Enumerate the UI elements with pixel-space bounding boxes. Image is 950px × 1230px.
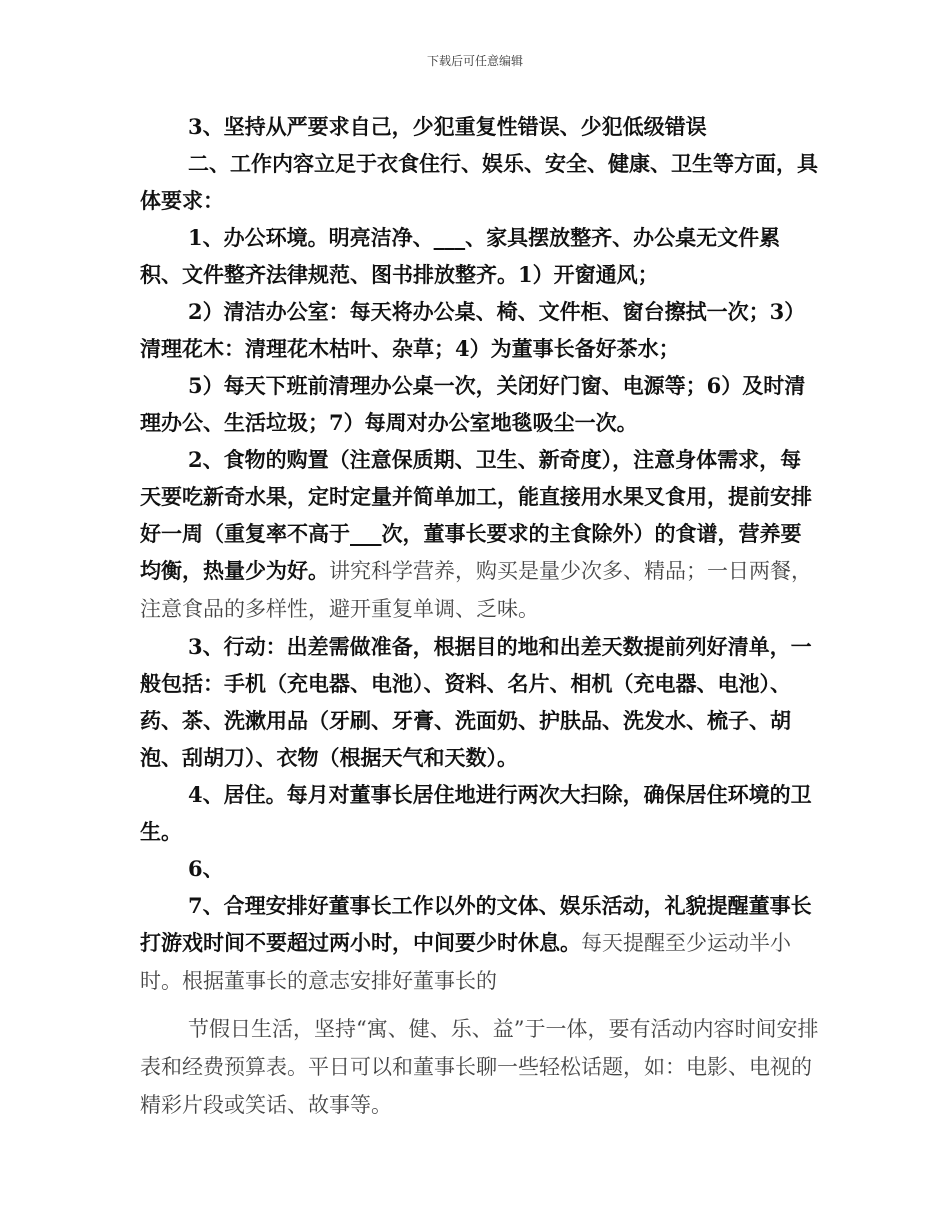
paragraph-text: 5）每天下班前清理办公桌一次，关闭好门窗、电源等；6）及时清理办公、生活垃圾；7）每周对办公室地毯吸尘一次。 bbox=[140, 373, 806, 435]
paragraph bbox=[140, 776, 820, 850]
paragraph bbox=[140, 887, 820, 1000]
paragraph bbox=[140, 441, 820, 628]
paragraph-text: 7、合理安排好董事长工作以外的文体、娱乐活动，礼貌提醒董事长打游戏时间不要超过两小时，中间要少时休息。 bbox=[140, 893, 812, 955]
paragraph-text: 2、食物的购置（注意保质期、卫生、新奇度），注意身体需求，每天要吃新奇水果，定时定量并简单加工，能直接用水果叉食用，提前安排好一周（重复率不高于___次，董事长要求的主食除外）的食谱，营养要均衡，热量少为好。 bbox=[140, 447, 812, 583]
paragraph bbox=[140, 850, 820, 887]
paragraph bbox=[140, 367, 820, 441]
paragraph-text: 1、办公环境。明亮洁净、___、家具摆放整齐、办公桌无文件累积、文件整齐法律规范、图书排放整齐。1）开窗通风； bbox=[140, 225, 781, 287]
paragraph bbox=[140, 293, 820, 367]
paragraph bbox=[140, 108, 820, 145]
paragraph-text: 6、 bbox=[188, 856, 224, 881]
paragraph-text: 3、行动：出差需做准备，根据目的地和出差天数提前列好清单，一般包括：手机（充电器、电池）、资料、名片、相机（充电器、电池）、药、茶、洗漱用品（牙刷、牙膏、洗面奶、护肤品、洗发水、梳子、胡泡、刮胡刀）、衣物（根据天气和天数）。 bbox=[140, 634, 812, 770]
paragraph-text: 二、工作内容立足于衣食住行、娱乐、安全、健康、卫生等方面，具体要求： bbox=[140, 151, 818, 213]
paragraph-text: 4、居住。每月对董事长居住地进行两次大扫除，确保居住环境的卫生。 bbox=[140, 782, 812, 844]
paragraph-note: 每天提醒至少运动半小时。根据董事长的意志安排好董事长的 bbox=[140, 931, 791, 993]
paragraph-text: 2）清洁办公室：每天将办公桌、椅、文件柜、窗台擦拭一次；3）清理花木：清理花木枯叶、杂草；4）为董事长备好茶水； bbox=[140, 299, 806, 361]
closing-paragraph: 节假日生活，坚持“寓、健、乐、益”于一体，要有活动内容时间安排表和经费预算表。平日可以和董事长聊一些轻松话题，如：电影、电视的精彩片段或笑话、故事等。 bbox=[140, 1017, 819, 1117]
paragraph-note: 讲究科学营养，购买是量少次多、精品；一日两餐，注意食品的多样性，避开重复单调、乏味。 bbox=[140, 559, 812, 621]
paragraph-text: 3、坚持从严要求自己，少犯重复性错误、少犯低级错误 bbox=[188, 114, 707, 139]
section-heading bbox=[140, 145, 820, 219]
paragraph bbox=[140, 628, 820, 776]
paragraph bbox=[140, 219, 820, 293]
document-body bbox=[140, 108, 820, 1124]
page-header: 下载后可任意编辑 bbox=[426, 54, 523, 68]
